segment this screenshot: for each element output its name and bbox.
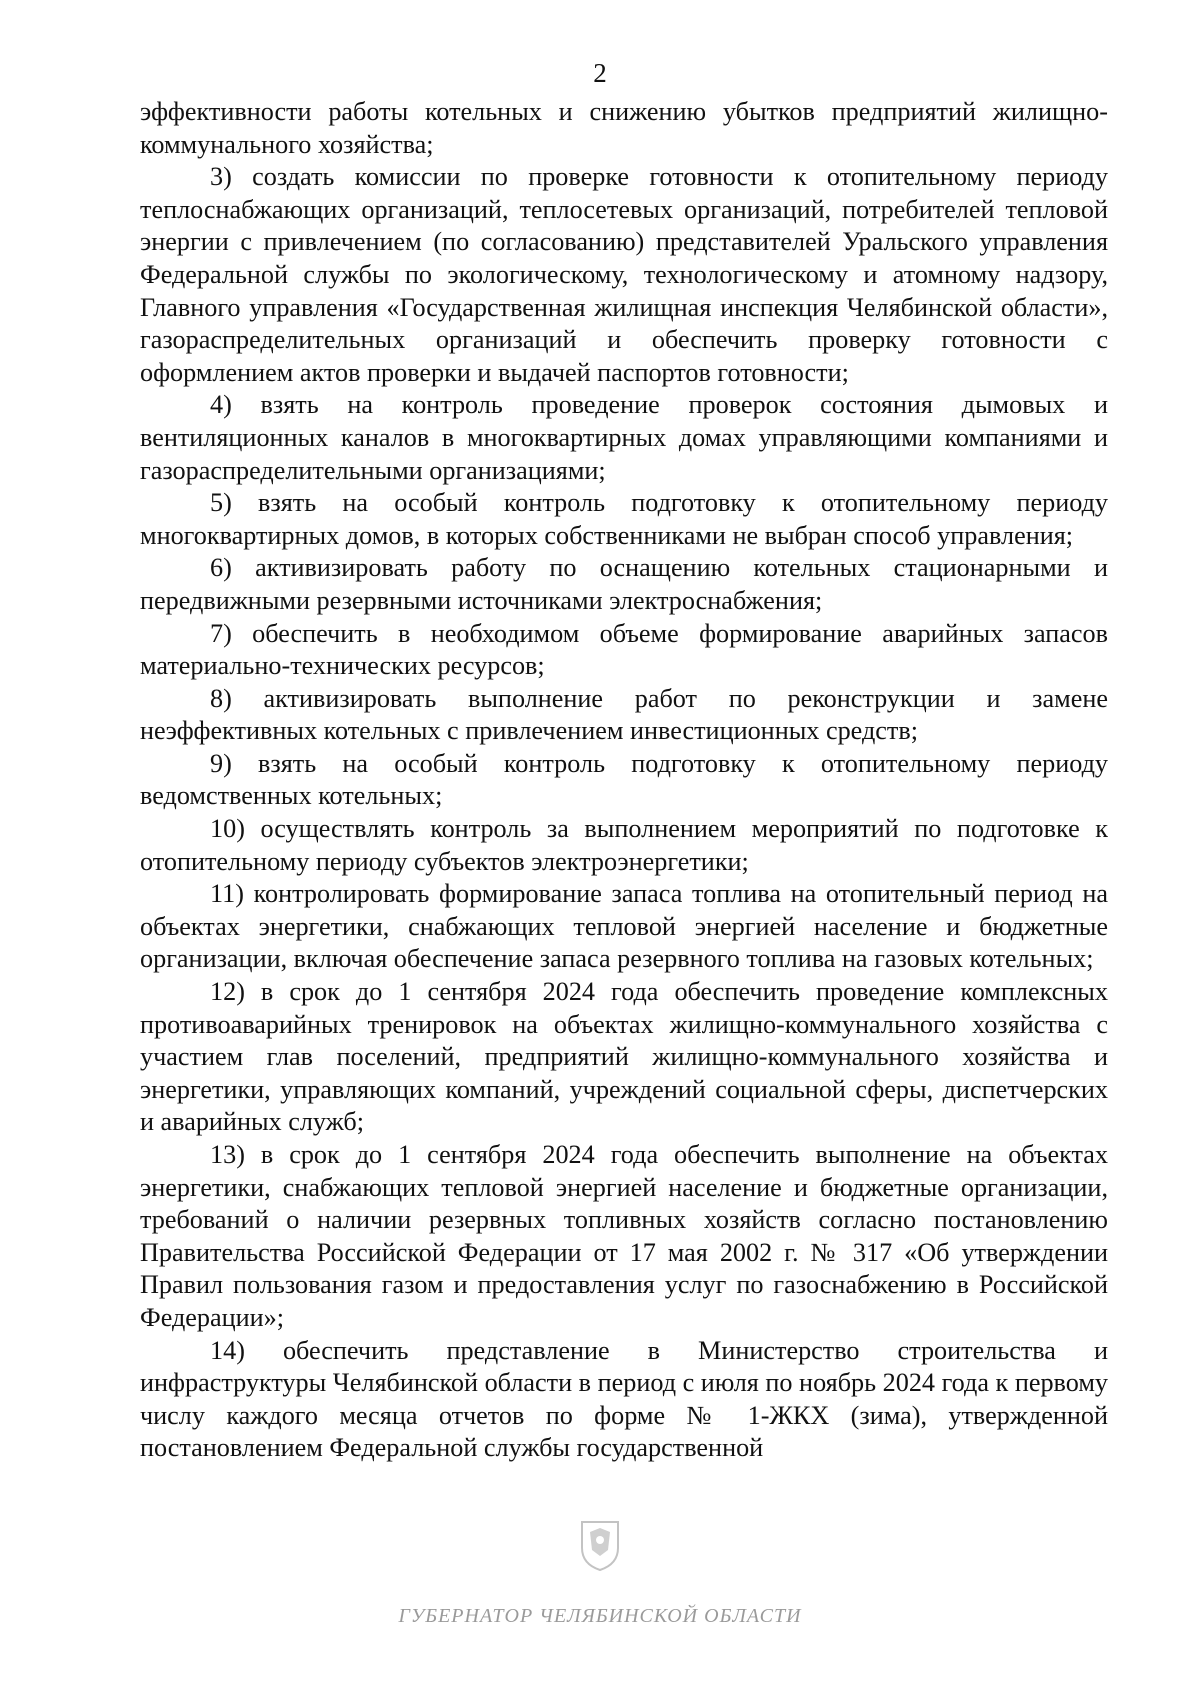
list-item-8: 8) активизировать выполнение работ по реконструкции и замене неэффективных котельных с привлечением инвестиционных средств; <box>140 683 1108 746</box>
page-number: 2 <box>593 58 607 88</box>
list-item-14: 14) обеспечить представление в Министерство строительства и инфраструктуры Челябинской области в период с июля по ноябрь 2024 года к первому числу каждого месяца отчетов по форме № 1-ЖКХ (зима), утвержденной постановлением Федеральной службы государственной <box>140 1335 1108 1463</box>
list-item-3: 3) создать комиссии по проверке готовности к отопительному периоду теплоснабжающих организаций, теплосетевых организаций, потребителей тепловой энергии с привлечением (по согласованию) представителей Уральского управления Федеральной службы по экологическому, технологическому и атомному надзору, Главного управления «Государственная жилищная инспекция Челябинской области», газораспределительных организаций и обеспечить проверку готовности с оформлением актов проверки и выдачей паспортов готовности; <box>140 162 1108 387</box>
coat-of-arms-stamp-icon <box>578 1518 622 1572</box>
list-item-11: 11) контролировать формирование запаса топлива на отопительный период на объектах энергетики, снабжающих тепловой энергией население и бюджетные организации, включая обеспечение запаса резервного топлива на газовых котельных; <box>140 879 1108 974</box>
paragraph-continuation: эффективности работы котельных и снижению убытков предприятий жилищно-коммунального хозяйства; <box>140 97 1108 159</box>
list-item-9: 9) взять на особый контроль подготовку к отопительному периоду ведомственных котельных; <box>140 748 1108 811</box>
list-item-10: 10) осуществлять контроль за выполнением мероприятий по подготовке к отопительному периоду субъектов электроэнергетики; <box>140 814 1108 876</box>
list-item-7: 7) обеспечить в необходимом объеме формирование аварийных запасов материально-технических ресурсов; <box>140 618 1108 681</box>
document-body <box>140 96 1108 1465</box>
list-item-6: 6) активизировать работу по оснащению котельных стационарными и передвижными резервными источниками электроснабжения; <box>140 553 1108 615</box>
list-item-12: 12) в срок до 1 сентября 2024 года обеспечить проведение комплексных противоаварийных тренировок на объектах жилищно-коммунального хозяйства с участием глав поселений, предприятий жилищно-коммунального хозяйства и энергетики, управляющих компаний, учреждений социальной сферы, диспетчерских и аварийных служб; <box>140 977 1108 1137</box>
list-item-13: 13) в срок до 1 сентября 2024 года обеспечить выполнение на объектах энергетики, снабжающих тепловой энергией население и бюджетные организации, требований о наличии резервных топливных хозяйств согласно постановлению Правительства Российской Федерации от 17 мая 2002 г. № 317 «Об утверждении Правил пользования газом и предоставления услуг по газоснабжению в Российской Федерации»; <box>140 1140 1108 1332</box>
footer-governor-mark: ГУБЕРНАТОР ЧЕЛЯБИНСКОЙ ОБЛАСТИ <box>398 1605 802 1627</box>
list-item-4: 4) взять на контроль проведение проверок состояния дымовых и вентиляционных каналов в многоквартирных домах управляющими компаниями и газораспределительными организациями; <box>140 390 1108 485</box>
list-item-5: 5) взять на особый контроль подготовку к отопительному периоду многоквартирных домов, в которых собственниками не выбран способ управления; <box>140 488 1108 550</box>
